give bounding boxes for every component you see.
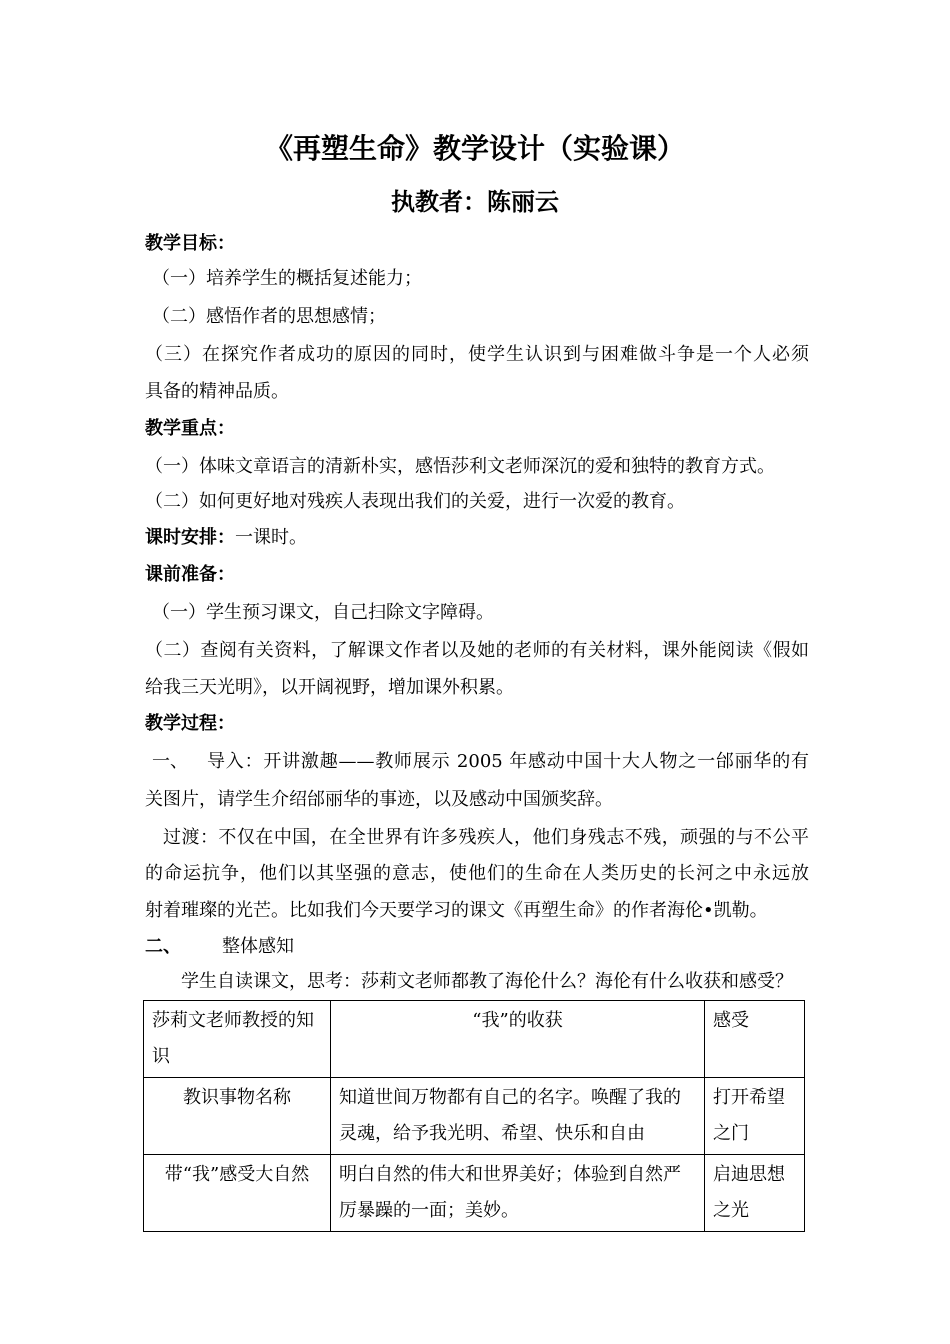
transition-text: 射着璀璨的光芒。比如我们今天要学习的课文《再塑生命》的作者海伦•凯勒。 bbox=[145, 900, 768, 921]
table-header-row bbox=[144, 1001, 805, 1078]
transition-text: 的命运抗争，他们以其坚强的意志，使他们的生命在人类历史的长河之中永远放 bbox=[145, 863, 809, 884]
teacher-name: 执教者：陈丽云 bbox=[391, 187, 559, 216]
preparation-item-continued: 给我三天光明》，以开阔视野，增加课外积累。 bbox=[145, 677, 514, 698]
table-cell: 明白自然的伟大和世界美好；体验到自然严厉暴躁的一面；美妙。 bbox=[331, 1155, 705, 1232]
key-points-heading: 教学重点： bbox=[145, 418, 235, 439]
table-cell: 知道世间万物都有自己的名字。唤醒了我的灵魂，给予我光明、希望、快乐和自由 bbox=[331, 1078, 705, 1155]
objective-item: （三）在探究作者成功的原因的同时，使学生认识到与困难做斗争是一个人必须 bbox=[145, 344, 809, 365]
step1-number: 一、 bbox=[152, 751, 188, 772]
step1-text-continued: 关图片，请学生介绍邰丽华的事迹，以及感动中国颁奖辞。 bbox=[145, 789, 613, 810]
table-cell: 打开希望之门 bbox=[705, 1078, 805, 1155]
document-title: 《再塑生命》教学设计（实验课） bbox=[264, 132, 685, 165]
preparation-heading: 课前准备： bbox=[145, 564, 235, 585]
table-row bbox=[144, 1155, 805, 1232]
schedule-text: 一课时。 bbox=[235, 527, 307, 548]
table-row bbox=[144, 1078, 805, 1155]
table-header-cell: “我”的收获 bbox=[331, 1001, 705, 1078]
table-cell: 带“我”感受大自然 bbox=[144, 1155, 331, 1232]
preparation-item: （二）查阅有关资料，了解课文作者以及她的老师的有关材料，课外能阅读《假如 bbox=[145, 640, 809, 661]
table-cell: 教识事物名称 bbox=[144, 1078, 331, 1155]
preparation-item: （一）学生预习课文，自己扫除文字障碍。 bbox=[152, 602, 494, 623]
table-cell: 启迪思想之光 bbox=[705, 1155, 805, 1232]
objectives-heading: 教学目标： bbox=[145, 233, 235, 254]
key-point-item: （一）体味文章语言的清新朴实，感悟莎利文老师深沉的爱和独特的教育方式。 bbox=[145, 456, 775, 477]
schedule-line bbox=[145, 526, 307, 550]
step2-number: 二、 bbox=[145, 936, 181, 957]
step2-task: 学生自读课文，思考：莎莉文老师都教了海伦什么？海伦有什么收获和感受？ bbox=[181, 971, 793, 992]
table-header-cell: 感受 bbox=[705, 1001, 805, 1078]
process-heading: 教学过程： bbox=[145, 713, 235, 734]
step1-text: 导入：开讲激趣——教师展示 2005 年感动中国十大人物之一邰丽华的有 bbox=[207, 751, 809, 772]
step2-title: 整体感知 bbox=[222, 936, 294, 957]
objective-item: （二）感悟作者的思想感情； bbox=[152, 306, 386, 327]
schedule-heading: 课时安排： bbox=[145, 527, 235, 548]
table-header-cell: 莎莉文老师教授的知识 bbox=[144, 1001, 331, 1078]
transition-text: 过渡：不仅在中国，在全世界有许多残疾人，他们身残志不残，顽强的与不公平 bbox=[163, 827, 809, 848]
objective-item: （一）培养学生的概括复述能力； bbox=[152, 268, 422, 289]
key-point-item: （二）如何更好地对残疾人表现出我们的关爱，进行一次爱的教育。 bbox=[145, 491, 685, 512]
knowledge-table bbox=[143, 1000, 805, 1232]
objective-item-continued: 具备的精神品质。 bbox=[145, 381, 289, 402]
